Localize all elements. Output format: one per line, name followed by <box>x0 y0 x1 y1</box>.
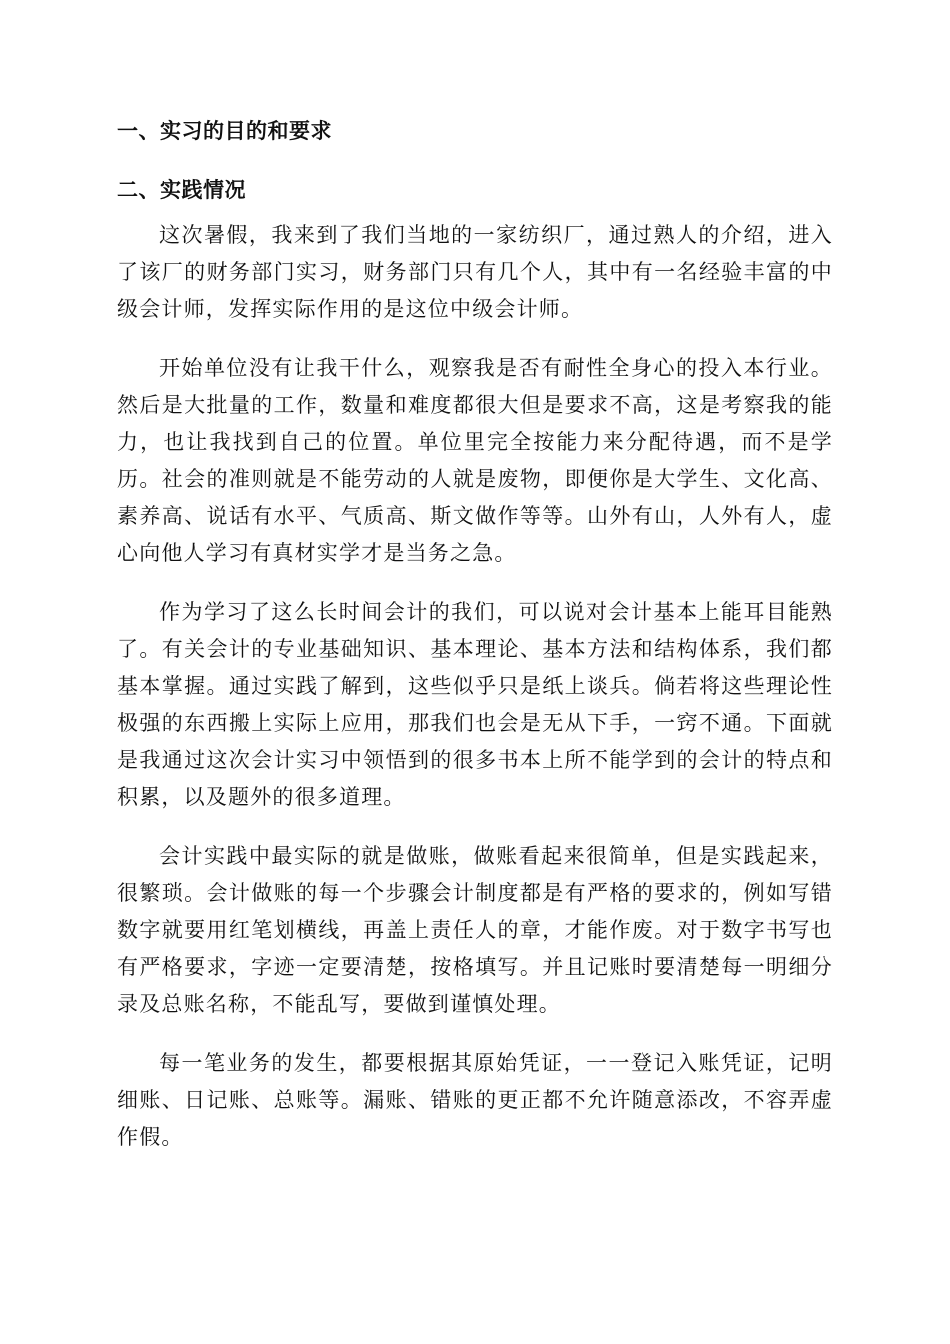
document-page <box>117 114 833 1178</box>
section-heading-objectives: 一、实习的目的和要求 <box>117 119 332 143</box>
paragraph-internship-intro: 这次暑假，我来到了我们当地的一家纺织厂，通过熟人的介绍，进入了该厂的财务部门实习，财务部门只有几个人，其中有一名经验丰富的中级会计师，发挥实际作用的是这位中级会计师。 <box>117 223 833 321</box>
section-heading-practice: 二、实践情况 <box>117 178 246 202</box>
paragraph-theory-vs-practice: 作为学习了这么长时间会计的我们，可以说对会计基本上能耳目能熟了。有关会计的专业基础知识、基本理论、基本方法和结构体系，我们都基本掌握。通过实践了解到，这些似乎只是纸上谈兵。倘若将这些理论性极强的东西搬上实际上应用，那我们也会是无从下手，一窍不通。下面就是我通过这次会计实习中领悟到的很多书本上所不能学到的会计的特点和积累，以及题外的很多道理。 <box>117 600 833 809</box>
paragraph-vouchers: 每一笔业务的发生，都要根据其原始凭证，一一登记入账凭证，记明细账、日记账、总账等。漏账、错账的更正都不允许随意添改，不容弄虚作假。 <box>117 1051 833 1149</box>
paragraph-work-observation: 开始单位没有让我干什么，观察我是否有耐性全身心的投入本行业。然后是大批量的工作，数量和难度都很大但是要求不高，这是考察我的能力，也让我找到自己的位置。单位里完全按能力来分配待遇，而不是学历。社会的准则就是不能劳动的人就是废物，即便你是大学生、文化高、素养高、说话有水平、气质高、斯文做作等等。山外有山，人外有人，虚心向他人学习有真材实学才是当务之急。 <box>117 356 833 565</box>
paragraph-bookkeeping: 会计实践中最实际的就是做账，做账看起来很简单，但是实践起来，很繁琐。会计做账的每一个步骤会计制度都是有严格的要求的，例如写错数字就要用红笔划横线，再盖上责任人的章，才能作废。对于数字书写也有严格要求，字迹一定要清楚，按格填写。并且记账时要清楚每一明细分录及总账名称，不能乱写，要做到谨慎处理。 <box>117 844 833 1016</box>
